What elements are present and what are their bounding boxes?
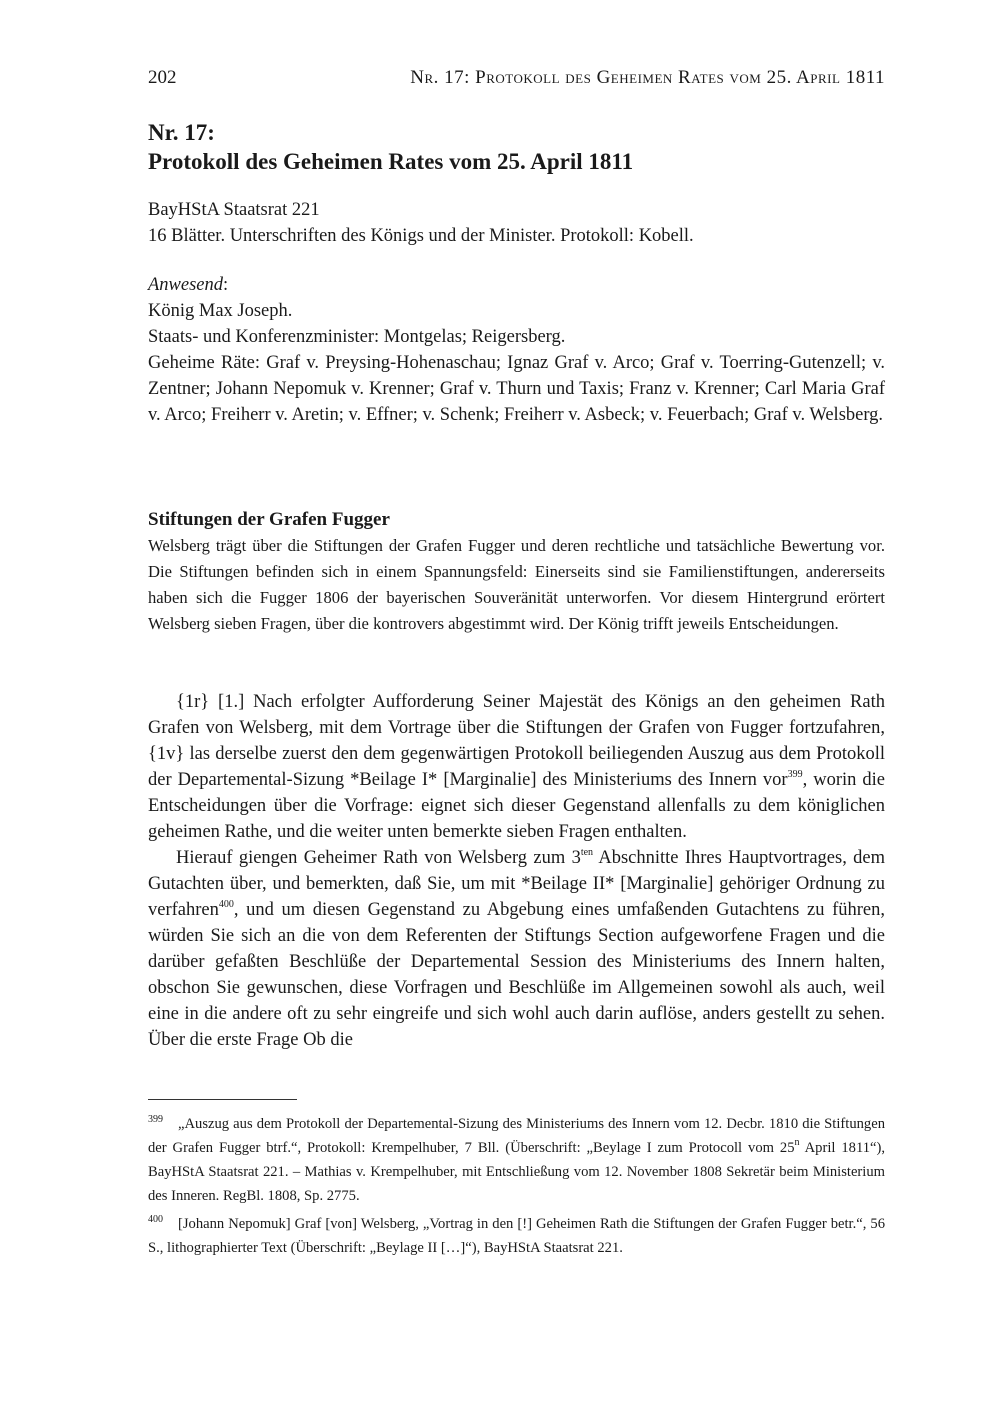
footnote-ref-399[interactable]: 399 — [787, 768, 803, 780]
body-text-span: {1r} [1.] Nach erfolgter Aufforderung Seiner Majestät des Königs an den geheimen Rath Grafen von Welsberg, mit dem Vortrage über die Stiftungen der Grafen von Fugger fortzufahren, {1v} las derselbe zuerst den dem gegenwärtigen Protokoll beiliegenden Auszug aus dem Protokoll der Departemental-Sizung *Beilage I* [Marginalie] des Ministeriums des Innern vor — [148, 692, 885, 790]
document-heading: Protokoll des Geheimen Rates vom 25. April 1811 — [148, 149, 634, 174]
footnote-text: „Auszug aus dem Protokoll der Departemental-Sizung des Ministeriums des Innern vom 12. Decbr. 1810 die Stiftungen der Grafen Fugger btrf.“, Protokoll: Krempelhuber, 7 Bll. (Überschrift: „Beylage I zum Protocoll vom 25 — [148, 1116, 885, 1156]
superscript-ten: ten — [580, 846, 594, 858]
document-title — [148, 118, 885, 176]
body-paragraph-1 — [148, 689, 885, 845]
source-description: 16 Blätter. Unterschriften des Königs und der Minister. Protokoll: Kobell. — [148, 226, 694, 246]
page-number: 202 — [148, 67, 177, 88]
attendees-label-colon: : — [223, 275, 229, 295]
summary-section — [148, 507, 885, 637]
body-text-span: Abschnitte Ihres Hauptvortrages, dem Gutachten über, und bemerkten, daß Sie, um mit *Beilage II* [Marginalie] gehöriger Ordnung zu verfahren — [148, 848, 885, 920]
footnote-text: [Johann Nepomuk] Graf [von] Welsberg, „Vortrag in den [!] Geheimen Rath die Stiftungen der Grafen Fugger betr.“, 56 S., lithographierter Text (Überschrift: „Beylage II […]“), BayHStA Staatsrat 221. — [148, 1216, 885, 1256]
footnote-superscript: n — [794, 1137, 800, 1149]
body-text-span: Hierauf giengen Geheimer Rath von Welsberg zum 3 — [176, 848, 581, 868]
body-text-span: , worin die Entscheidungen über die Vorfrage: eignet sich dieser Gegenstand allenfalls zu dem königlichen geheimen Rathe, und die weiter unten bemerkte sieben Fragen enthalten. — [148, 770, 886, 842]
document-number: Nr. 17: — [148, 120, 215, 145]
footnote-399: 399 „Auszug aus dem Protokoll der Departemental-Sizung des Ministeriums des Innern vom 12. Decbr. 1810 die Stiftungen der Grafen Fugger btrf.“, Protokoll: Krempelhuber, 7 Bll. (Überschrift: „Beylage I zum Protocoll vom 25$^n$ April 1811“), BayHStA Staatsrat 221. – Mathias v. Krempelhuber, mit Entschließung vom 12. November 1808 Sekretär beim Ministerium des Inneren. RegBl. 1808, Sp. 2775. — [148, 1114, 885, 1204]
source-info — [148, 197, 885, 249]
attendee-king: König Max Joseph. — [148, 301, 293, 321]
footnote-400: 400 [Johann Nepomuk] Graf [von] Welsberg, „Vortrag in den [!] Geheimen Rath die Stiftungen der Grafen Fugger betr.“, 56 S., lithographierter Text (Überschrift: „Beylage II […]“), BayHStA Staatsrat 221. — [148, 1214, 885, 1256]
footnotes — [148, 1112, 885, 1264]
attendees-section — [148, 272, 885, 428]
attendee-councillors: Geheime Räte: Graf v. Preysing-Hohenaschau; Ignaz Graf v. Arco; Graf v. Toerring-Gutenzell; v. Zentner; Johann Nepomuk v. Krenner; Graf v. Thurn und Taxis; Franz v. Krenner; Carl Maria Graf v. Arco; Freiherr v. Aretin; v. Effner; v. Schenk; Freiherr v. Asbeck; v. Feuerbach; Graf v. Welsberg. — [148, 353, 885, 425]
attendees-label: Anwesend — [148, 275, 224, 295]
attendee-ministers: Staats- und Konferenzminister: Montgelas; Reigersberg. — [148, 327, 566, 347]
body-text-span: , und um diesen Gegenstand zu Abgebung eines umfaßenden Gutachtens zu führen, würden Sie sich an die von dem Referenten der Stiftungs Section aufgeworfene Fragen und die darüber gefaßten Beschlüße der Departemental Session des Ministeriums des Innern halten, obschon Sie gewunschen, diese Vorfragen und Beschlüße im Allgemeinen sowohl als auch, weil eine in die andere oft zu sehr eingreife und sich wohl auch darin auflöse, anders gestellt zu sehen. Über die erste Frage Ob die — [148, 900, 885, 1050]
footnote-ref-400[interactable]: 400 — [218, 898, 234, 910]
running-title: Nr. 17: Protokoll des Geheimen Rates vom 25. April 1811 — [410, 67, 885, 88]
attendees-label-line — [148, 272, 885, 298]
footnote-text: April 1811“), BayHStA Staatsrat 221. – Mathias v. Krempelhuber, mit Entschließung vom 12. November 1808 Sekretär beim Ministerium des Inneren. RegBl. 1808, Sp. 2775. — [148, 1140, 885, 1204]
body-text — [148, 689, 885, 1053]
body-paragraph-2 — [148, 845, 885, 1053]
archive-reference: BayHStA Staatsrat 221 — [148, 200, 320, 220]
summary-heading: Stiftungen der Grafen Fugger — [148, 509, 390, 530]
summary-text: Welsberg trägt über die Stiftungen der Grafen Fugger und deren rechtliche und tatsächliche Bewertung vor. Die Stiftungen befinden sich in einem Spannungsfeld: Einerseits sind sie Familienstiftungen, andererseits haben sich die Fugger 1806 der bayerischen Souveränität unterworfen. Vor diesem Hintergrund erörtert Welsberg sieben Fragen, über die kontrovers abgestimmt wird. Der König trifft jeweils Entscheidungen. — [148, 536, 885, 633]
footnote-divider — [148, 1099, 297, 1100]
